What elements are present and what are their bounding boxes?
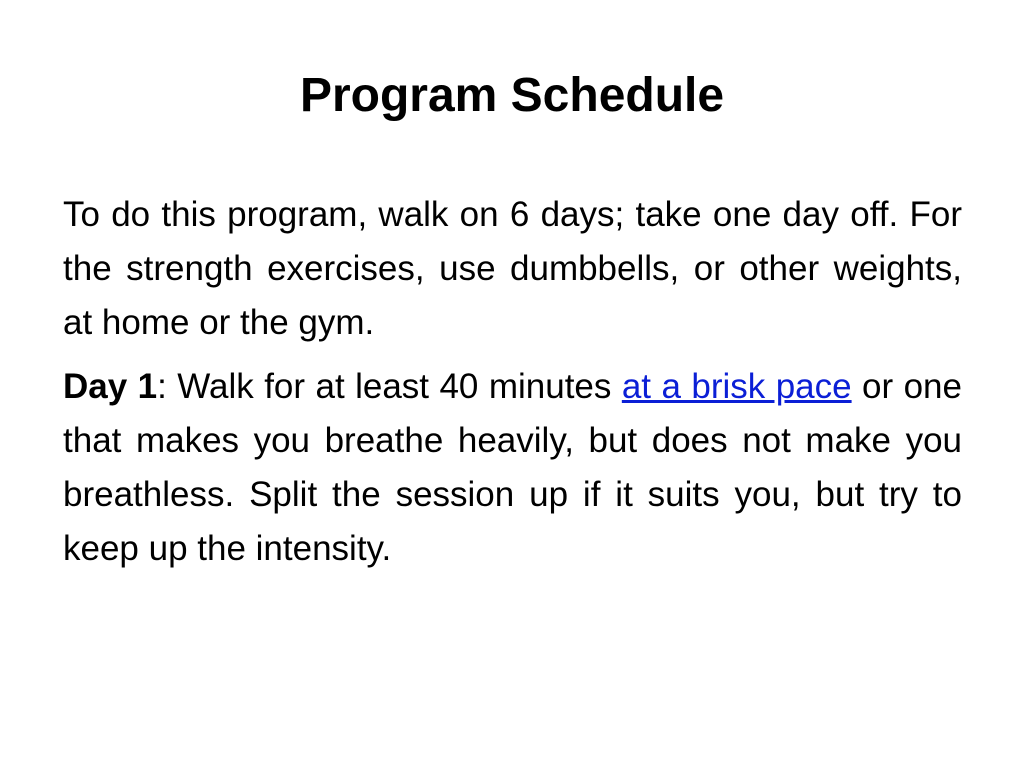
day-1-text-before-link: Walk for at least 40 minutes: [177, 367, 622, 406]
intro-paragraph: To do this program, walk on 6 days; take one day off. For the strength exercises, use dumbbells, or other weights, at home or the gym.: [63, 195, 962, 342]
day-1-label: Day 1: [63, 367, 158, 406]
slide-title: Program Schedule: [299, 69, 725, 122]
day-1-colon: :: [157, 367, 178, 406]
slide-body: [63, 188, 962, 586]
day-1-text-after-link: or one that makes you breathe heavily, but does not make you breathless. Split the session up if it suits you, but try to keep up the intensity.: [63, 367, 962, 568]
day-1-paragraph: [63, 360, 962, 576]
brisk-pace-link[interactable]: at a brisk pace: [621, 367, 852, 406]
